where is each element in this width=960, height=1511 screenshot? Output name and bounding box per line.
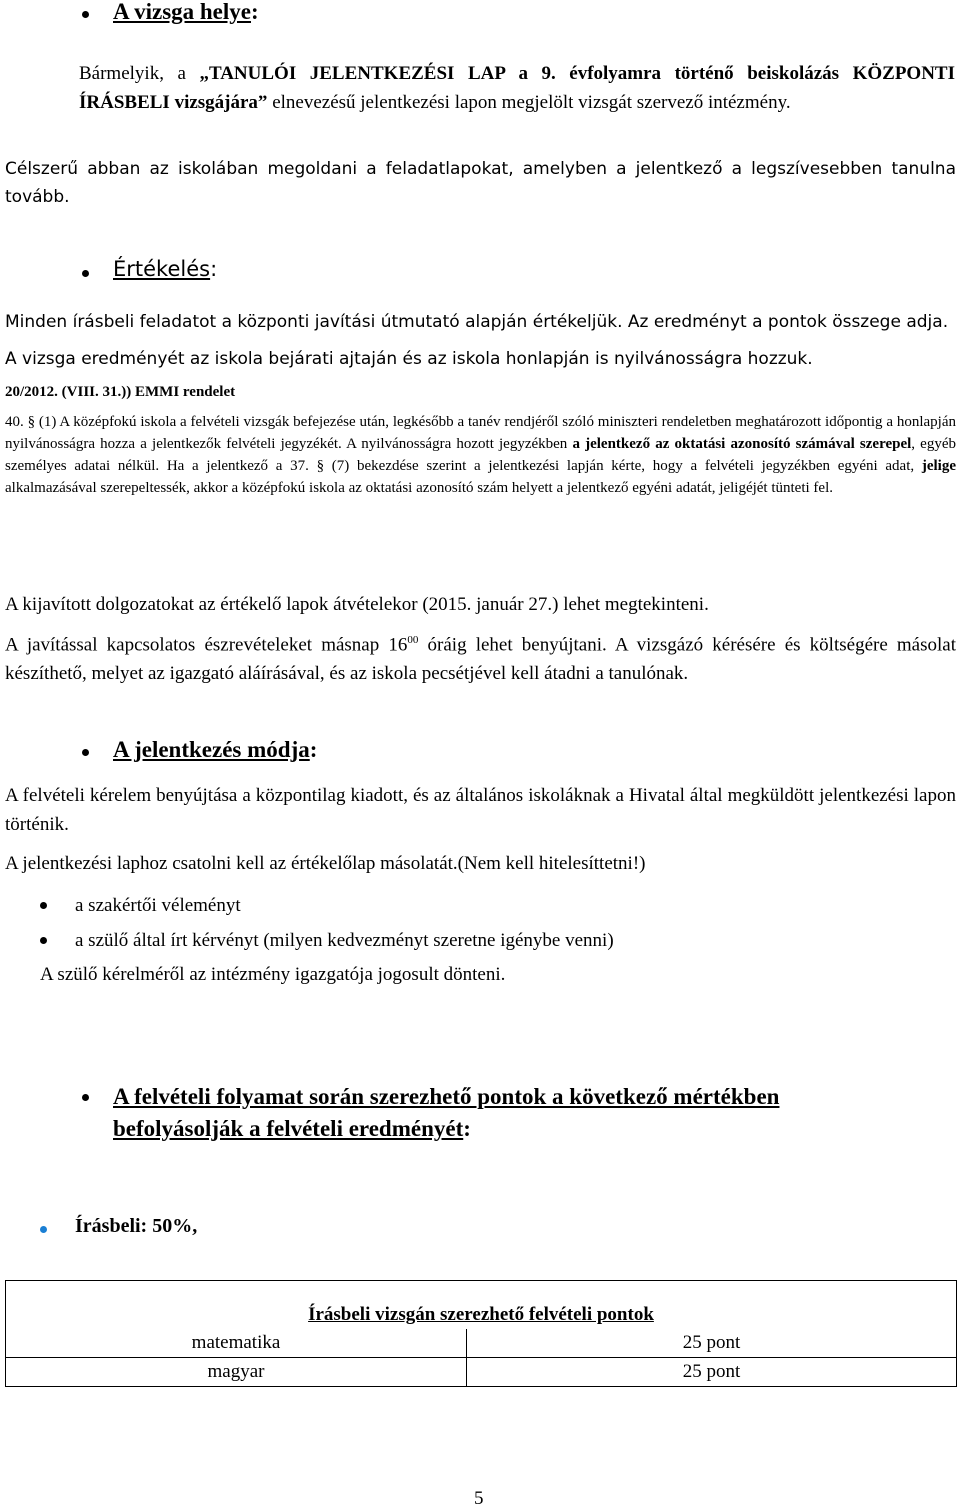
paragraph-ertekeles-4: A javítással kapcsolatos észrevételeket másnap $16^{00}$ óráig lehet benyújtani. A vizsgázó kérésére és költségére másolat készíthető, melyet az igazgató aláírásával, és az iskola pecsétjével kell átadni a tanulónak. <box>5 634 957 685</box>
list-item: a szülő által írt kérvényt (milyen kedvezményt szeretne igénybe venni) <box>75 930 614 951</box>
heading-vizsga-helye: A vizsga helye: <box>113 0 259 24</box>
paragraph-ertekeles-2: A vizsga eredményét az iskola bejárati ajtaján és az iskola honlapján is nyilvánosságra hozzuk. <box>5 349 813 369</box>
paragraph-jelentkezes-3: A szülő kérelméről az intézmény igazgatója jogosult dönteni. <box>40 964 506 985</box>
paragraph-jelentkezes-1: A felvételi kérelem benyújtása a központilag kiadott, és az általános iskoláknak a Hivatal által megküldött jelentkezési lapon történik. <box>5 785 956 835</box>
table-cell-points: 25 pont <box>467 1358 957 1387</box>
paragraph-jelentkezes-2: A jelentkezési laphoz csatolni kell az értékelőlap másolatát.(Nem kell hitelesíttetni!) <box>5 853 646 874</box>
irasbeli-label: Írásbeli: 50%, <box>75 1215 198 1237</box>
paragraph-ertekeles-1: Minden írásbeli feladatot a központi javítási útmutató alapján értékeljük. Az eredményt a pontok összege adja. <box>5 312 949 332</box>
table-row <box>6 1358 957 1387</box>
page-number: 5 <box>474 1488 484 1509</box>
bullet-icon <box>40 1226 47 1233</box>
table-cell-subject: magyar <box>6 1358 467 1387</box>
table-title: Írásbeli vizsgán szerezhető felvételi pontok <box>6 1281 957 1330</box>
paragraph-helye-2: Célszerű abban az iskolában megoldani a feladatlapokat, amelyben a jelentkező a legszívesebben tanulna tovább. <box>5 159 956 207</box>
rendelet-title: 20/2012. (VIII. 31.)) EMMI rendelet <box>5 384 236 400</box>
bullet-icon <box>82 749 89 756</box>
table-cell-points: 25 pont <box>467 1329 957 1358</box>
points-table <box>5 1280 957 1387</box>
table-row <box>6 1329 957 1358</box>
heading-jelentkezes-modja: A jelentkezés módja: <box>113 737 318 762</box>
rendelet-text: 40. § (1) A középfokú iskola a felvételi vizsgák befejezése után, legkésőbb a tanév rendjéről szóló miniszteri rendeletben meghatározott időpontig a honlapján nyilvánosságra hozza a jelentkezők felvételi jegyzékét. A nyilvánosságra hozott jegyzékben a jelentkező az oktatási azonosító számával szerepel, egyéb személyes adatai nélkül. Ha a jelentkező a 37. § (7) bekezdése szerint a jelentkezési lapján kérte, hogy a felvételi jegyzékben egyéni adat, jelige alkalmazásával szerepeltessék, akkor a középfokú iskola az oktatási azonosító szám helyett a jelentkező egyéni adatát, jeligéjét tünteti fel. <box>5 414 957 496</box>
bullet-icon <box>82 11 89 18</box>
paragraph-ertekeles-3: A kijavított dolgozatokat az értékelő lapok átvételekor (2015. január 27.) lehet megtekinteni. <box>5 594 709 615</box>
heading-ertekeles: Értékelés: <box>113 257 218 281</box>
paragraph-helye-1: Bármelyik, a „TANULÓI JELENTKEZÉSI LAP a 9. évfolyamra történő beiskolázás KÖZPONTI ÍRÁSBELI vizsgájára” elnevezésű jelentkezési lapon megjelölt vizsgát szervező intézmény. <box>79 63 955 113</box>
list-item: a szakértői véleményt <box>75 895 241 916</box>
bullet-icon <box>40 937 47 944</box>
bullet-icon <box>82 270 89 277</box>
bullet-icon <box>82 1094 89 1101</box>
heading-pontok: A felvételi folyamat során szerezhető pontok a következő mértékben befolyásolják a felvételi eredményét: <box>113 1084 780 1141</box>
bullet-icon <box>40 902 47 909</box>
table-cell-subject: matematika <box>6 1329 467 1358</box>
